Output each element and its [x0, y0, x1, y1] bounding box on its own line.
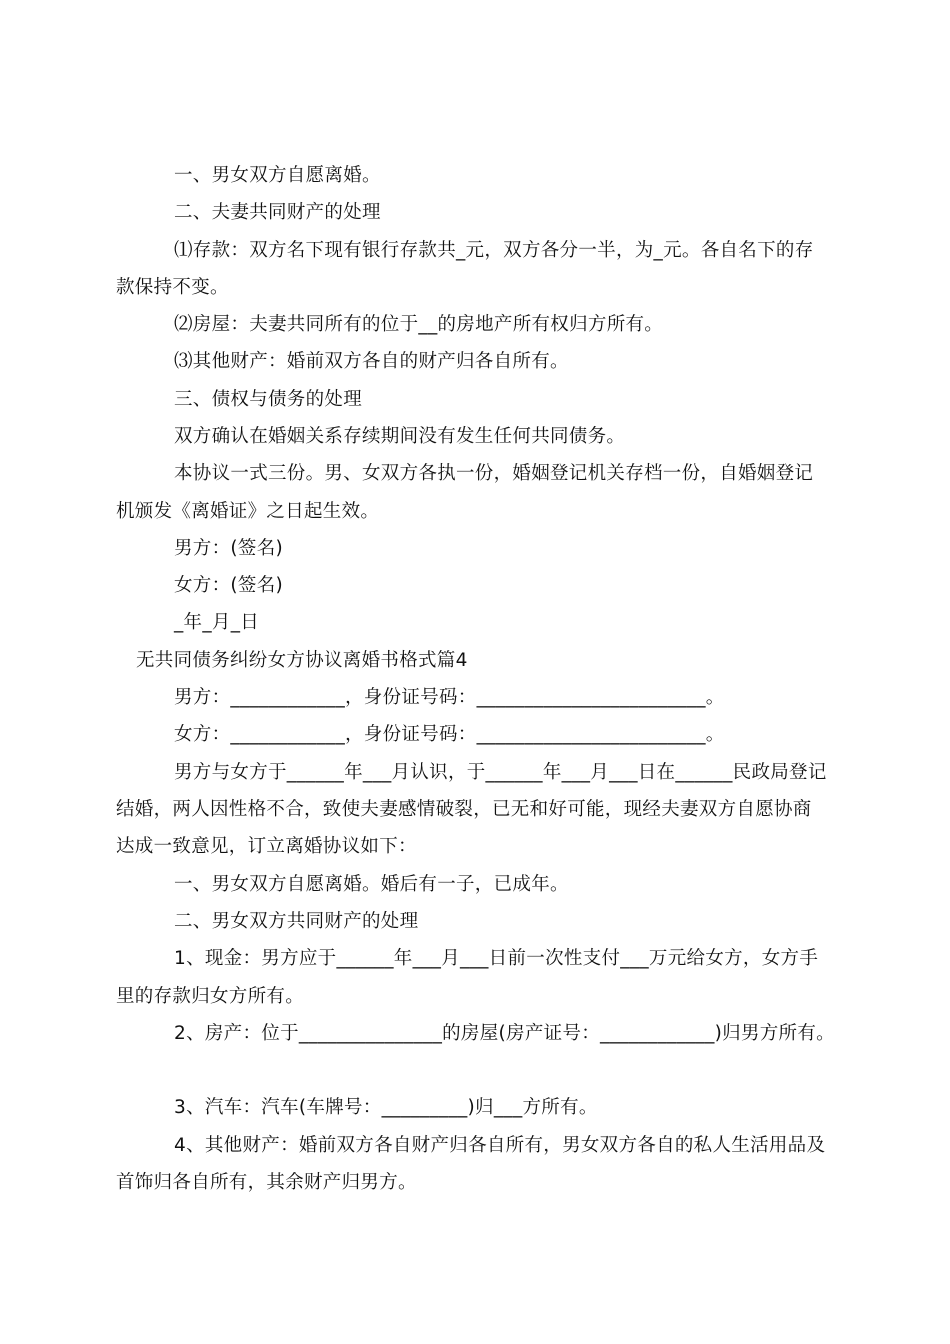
item-other-cont: 首饰归各自所有，其余财产归男方。	[116, 1172, 417, 1193]
section-heading-debts: 三、债权与债务的处理	[174, 389, 363, 410]
intro-paragraph-cont-1: 结婚，两人因性格不合，致使夫妻感情破裂，已无和好可能，现经夫妻双方自愿协商	[116, 799, 812, 820]
item-cash: 1、现金：男方应于______年___月___日前一次性支付___万元给女方，女方手	[174, 948, 819, 969]
copies-clause: 本协议一式三份。男、女双方各执一份，婚姻登记机关存档一份，自婚姻登记	[174, 463, 814, 484]
male-signature: 男方：(签名)	[174, 538, 284, 559]
item-deposit: ⑴存款：双方名下现有银行存款共_元，双方各分一半，为_元。各自名下的存	[174, 240, 814, 261]
copies-clause-cont: 机颁发《离婚证》之日起生效。	[116, 501, 380, 522]
item-other-property: ⑶其他财产：婚前双方各自的财产归各自所有。	[174, 351, 569, 372]
item-house: ⑵房屋：夫妻共同所有的位于__的房地产所有权归方所有。	[174, 314, 664, 335]
item-car: 3、汽车：汽车(车牌号：_________)归___方所有。	[174, 1097, 598, 1118]
date-line: _年_月_日	[174, 612, 260, 633]
item-other: 4、其他财产：婚前双方各自财产归各自所有，男女双方各自的私人生活用品及	[174, 1135, 826, 1156]
intro-paragraph: 男方与女方于______年___月认识，于______年___月___日在______民政局登记	[174, 762, 827, 783]
section-heading-joint-property: 二、男女双方共同财产的处理	[174, 911, 419, 932]
intro-paragraph-cont-2: 达成一致意见，订立离婚协议如下：	[116, 836, 417, 857]
section-heading-property: 二、夫妻共同财产的处理	[174, 202, 381, 223]
document-title: 无共同债务纠纷女方协议离婚书格式篇4	[136, 650, 468, 671]
clause-divorce: 一、男女双方自愿离婚。婚后有一子，已成年。	[174, 874, 569, 895]
debts-statement: 双方确认在婚姻关系存续期间没有发生任何共同债务。	[174, 426, 626, 447]
female-signature: 女方：(签名)	[174, 575, 284, 596]
item-deposit-cont: 款保持不变。	[116, 277, 229, 298]
item-real-estate: 2、房产：位于_______________的房屋(房产证号：____________)归男方所有。	[174, 1023, 835, 1044]
female-party-line: 女方：____________，身份证号码：________________________。	[174, 724, 725, 745]
male-party-line: 男方：____________，身份证号码：________________________。	[174, 687, 725, 708]
item-cash-cont: 里的存款归女方所有。	[116, 986, 305, 1007]
clause-1: 一、男女双方自愿离婚。	[174, 165, 381, 186]
